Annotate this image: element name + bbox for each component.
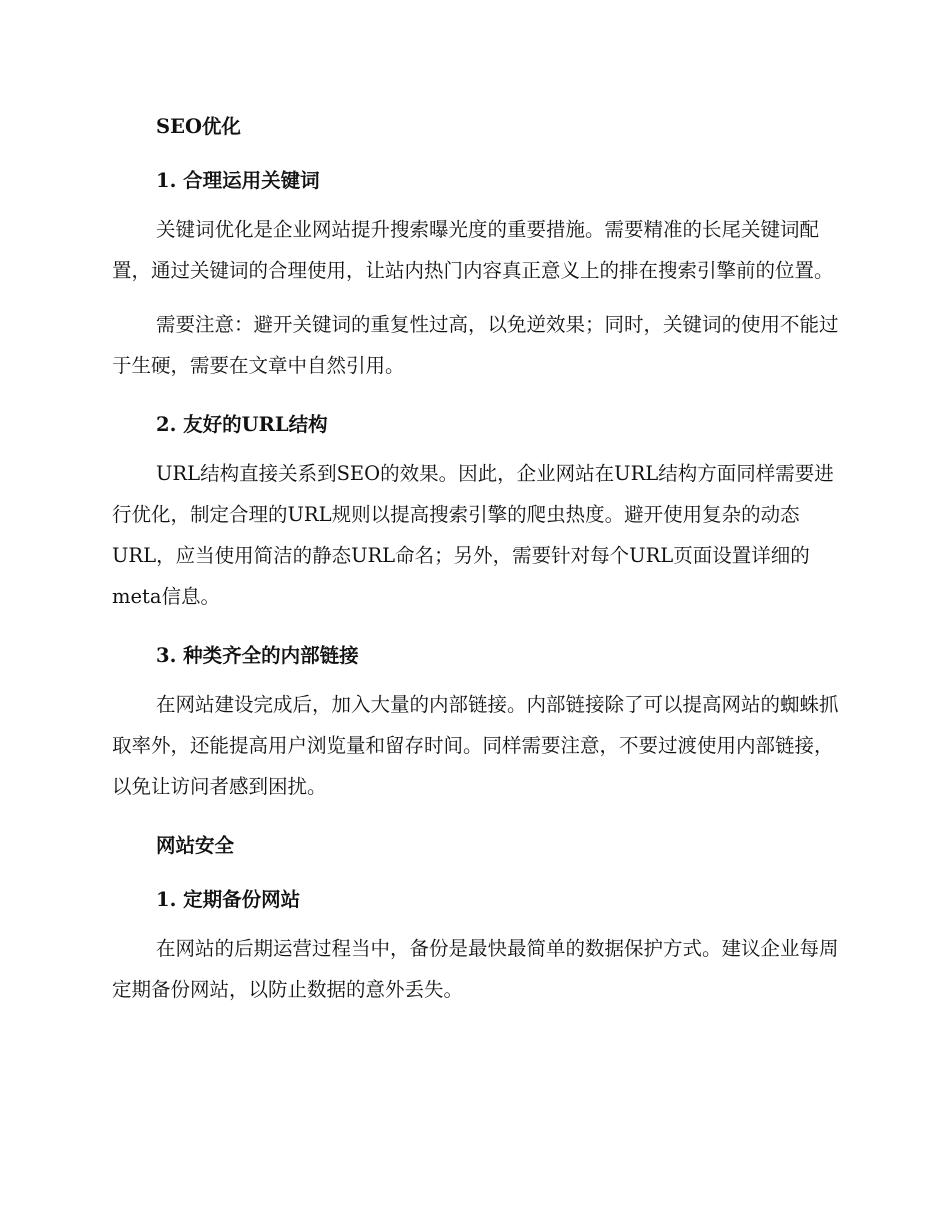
subsection-heading-backup: 1. 定期备份网站: [156, 888, 301, 911]
paragraph-keywords-1: 关键词优化是企业网站提升搜索曝光度的重要措施。需要精准的长尾关键词配置，通过关键词的合理使用，让站内热门内容真正意义上的排在搜索引擎前的位置。: [112, 218, 834, 282]
subsection-heading-url: 2. 友好的URL结构: [156, 413, 328, 436]
section-heading-security: 网站安全: [156, 834, 235, 857]
paragraph-url: URL结构直接关系到SEO的效果。因此，企业网站在URL结构方面同样需要进行优化，制定合理的URL规则以提高搜索引擎的爬虫热度。避开使用复杂的动态URL，应当使用简洁的静态URL命名；另外，需要针对每个URL页面设置详细的meta信息。: [112, 462, 834, 608]
paragraph-keywords-2: 需要注意：避开关键词的重复性过高，以免逆效果；同时，关键词的使用不能过于生硬，需要在文章中自然引用。: [112, 313, 839, 377]
subsection-heading-keywords: 1. 合理运用关键词: [156, 169, 320, 192]
section-heading-seo: SEO优化: [156, 115, 241, 138]
paragraph-backup: 在网站的后期运营过程当中，备份是最快最简单的数据保护方式。建议企业每周定期备份网站，以防止数据的意外丢失。: [112, 937, 839, 1001]
document-body: [112, 112, 840, 1010]
subsection-heading-internal-links: 3. 种类齐全的内部链接: [156, 644, 359, 667]
paragraph-internal-links: 在网站建设完成后，加入大量的内部链接。内部链接除了可以提高网站的蜘蛛抓取率外，还能提高用户浏览量和留存时间。同样需要注意，不要过渡使用内部链接，以免让访问者感到困扰。: [112, 693, 839, 798]
